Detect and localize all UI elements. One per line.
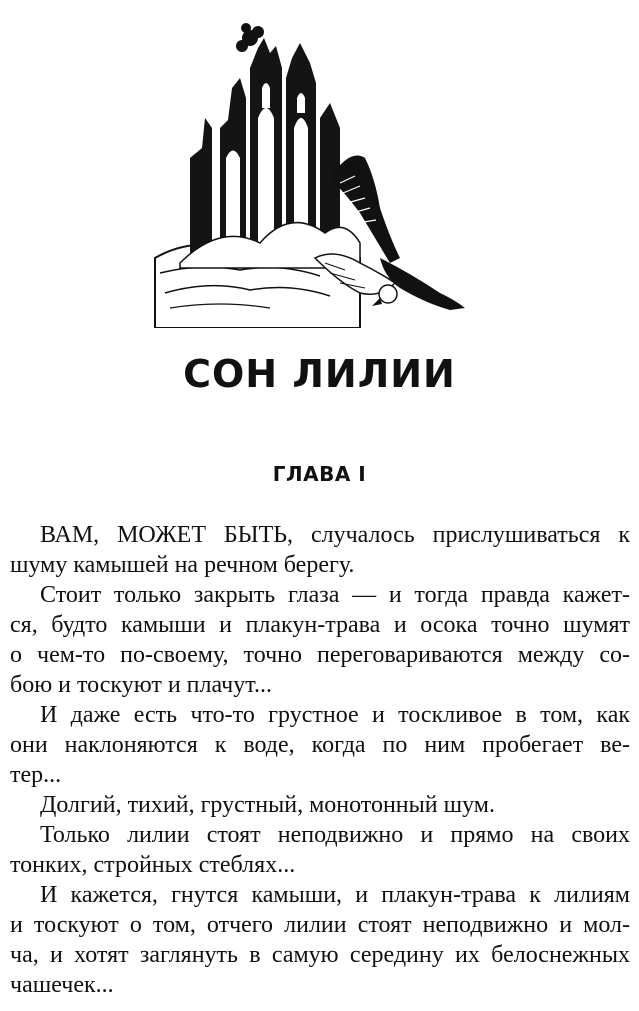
text-line: они наклоняются к воде, когда по ним пробегает ве-: [10, 732, 630, 758]
text-line: И даже есть что-то грустное и тоскливое в том, как: [40, 702, 630, 728]
text-line: ся, будто камыши и плакун-трава и осока точно шумят: [10, 612, 630, 638]
paragraph: [10, 820, 630, 880]
ruins-and-eagle-illustration: [150, 8, 480, 328]
text-line: бою и тоскуют и плачут...: [10, 672, 272, 698]
body-text: [10, 520, 630, 1000]
text-line: шуму камышей на речном берегу.: [10, 552, 355, 578]
text-line: Долгий, тихий, грустный, монотонный шум.: [40, 792, 495, 818]
paragraph: [10, 790, 630, 820]
text-line: ВАМ, МОЖЕТ БЫТЬ, случалось прислушиваться к: [40, 522, 630, 548]
paragraph: [10, 580, 630, 700]
text-line: чашечек...: [10, 972, 114, 998]
paragraph: [10, 880, 630, 1000]
text-line: тер...: [10, 762, 62, 788]
paragraph: [10, 520, 630, 580]
text-line: ча, и хотят заглянуть в самую середину их белоснежных: [10, 942, 630, 968]
text-line: Стоит только закрыть глаза — и тогда правда кажет-: [40, 582, 630, 608]
chapter-heading: ГЛАВА I: [272, 462, 367, 486]
text-line: тонких, стройных стеблях...: [10, 852, 296, 878]
page-title: СОН ЛИЛИИ: [183, 352, 456, 396]
paragraph: [10, 700, 630, 790]
text-line: о чем-то по-своему, точно переговариваются между со-: [10, 642, 630, 668]
text-line: Только лилии стоят неподвижно и прямо на своих: [40, 822, 630, 848]
text-line: и тоскуют о том, отчего лилии стоят неподвижно и мол-: [10, 912, 630, 938]
text-line: И кажется, гнутся камыши, и плакун-трава к лилиям: [40, 882, 630, 908]
